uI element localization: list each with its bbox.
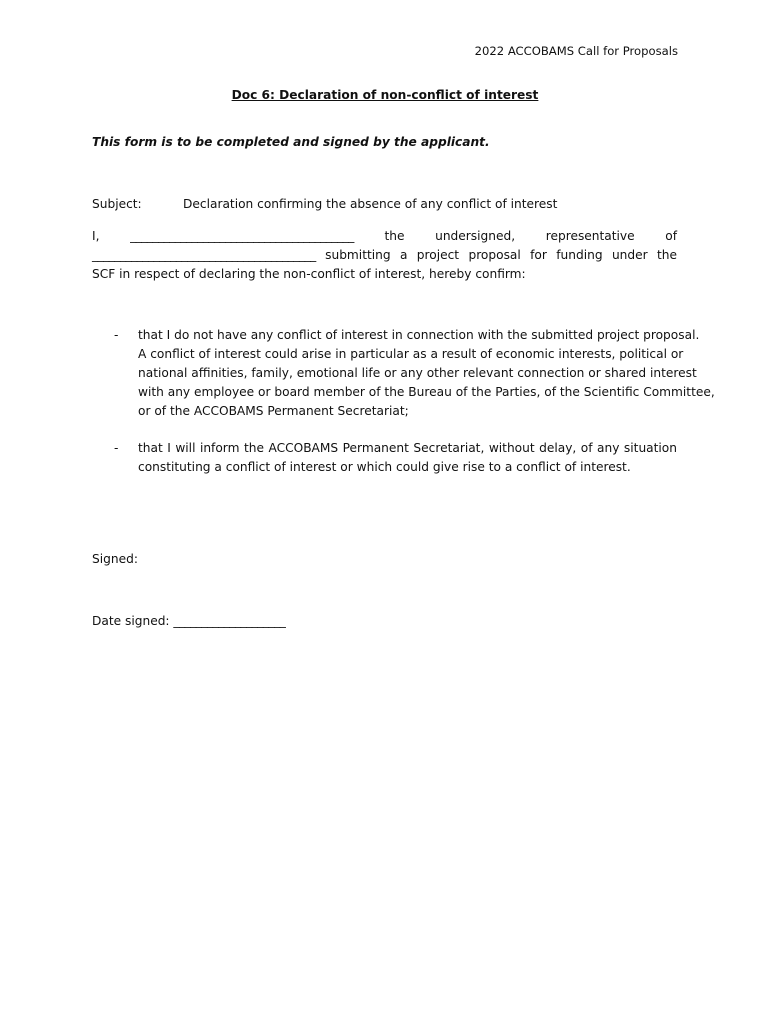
list-item-line: that I do not have any conflict of interest in connection with the submitted project proposal. bbox=[138, 328, 700, 342]
list-item-line: national affinities, family, emotional life or any other relevant connection or shared interest bbox=[138, 366, 697, 380]
intro-line-3: SCF in respect of declaring the non-conflict of interest, hereby confirm: bbox=[92, 267, 526, 281]
intro-word: of bbox=[665, 229, 678, 243]
list-item bbox=[92, 326, 715, 421]
list-item-line: A conflict of interest could arise in particular as a result of economic interests, political or bbox=[138, 347, 684, 361]
date-signed-label: Date signed: bbox=[92, 614, 170, 628]
instruction-text: This form is to be completed and signed by the applicant. bbox=[92, 135, 490, 149]
list-item-line: constituting a conflict of interest or which could give rise to a conflict of interest. bbox=[138, 460, 631, 474]
bullet-dash: - bbox=[114, 441, 119, 455]
page-header: 2022 ACCOBAMS Call for Proposals bbox=[474, 44, 678, 58]
intro-line-2 bbox=[92, 246, 677, 265]
organisation-blank-field[interactable]: ________________________________________ bbox=[92, 248, 316, 262]
intro-line-2-text: submitting a project proposal for funding under the bbox=[325, 248, 678, 262]
list-item-line: with any employee or board member of the Bureau of the Parties, of the Scientific Committee, bbox=[138, 385, 715, 399]
intro-line-1 bbox=[92, 227, 677, 246]
date-signed-row bbox=[92, 614, 285, 628]
list-item-line: that I will inform the ACCOBAMS Permanent Secretariat, without delay, of any situation bbox=[138, 441, 677, 455]
subject-value: Declaration confirming the absence of any conflict of interest bbox=[183, 197, 558, 211]
bullet-dash: - bbox=[114, 328, 119, 342]
signed-label: Signed: bbox=[92, 552, 138, 566]
confirmation-list bbox=[92, 326, 715, 495]
intro-word: the bbox=[384, 229, 405, 243]
intro-pronoun: I, bbox=[92, 229, 100, 243]
intro-word: undersigned, bbox=[435, 229, 516, 243]
subject-row bbox=[92, 197, 682, 211]
intro-word: representative bbox=[545, 229, 635, 243]
intro-paragraph bbox=[92, 227, 677, 284]
list-item-line: or of the ACCOBAMS Permanent Secretariat; bbox=[138, 404, 409, 418]
date-blank-field[interactable]: ____________________ bbox=[173, 614, 286, 628]
subject-label: Subject: bbox=[92, 197, 142, 211]
name-blank-field[interactable]: ________________________________________ bbox=[130, 229, 354, 243]
document-title: Doc 6: Declaration of non-conflict of interest bbox=[231, 88, 539, 102]
list-item bbox=[92, 439, 677, 477]
